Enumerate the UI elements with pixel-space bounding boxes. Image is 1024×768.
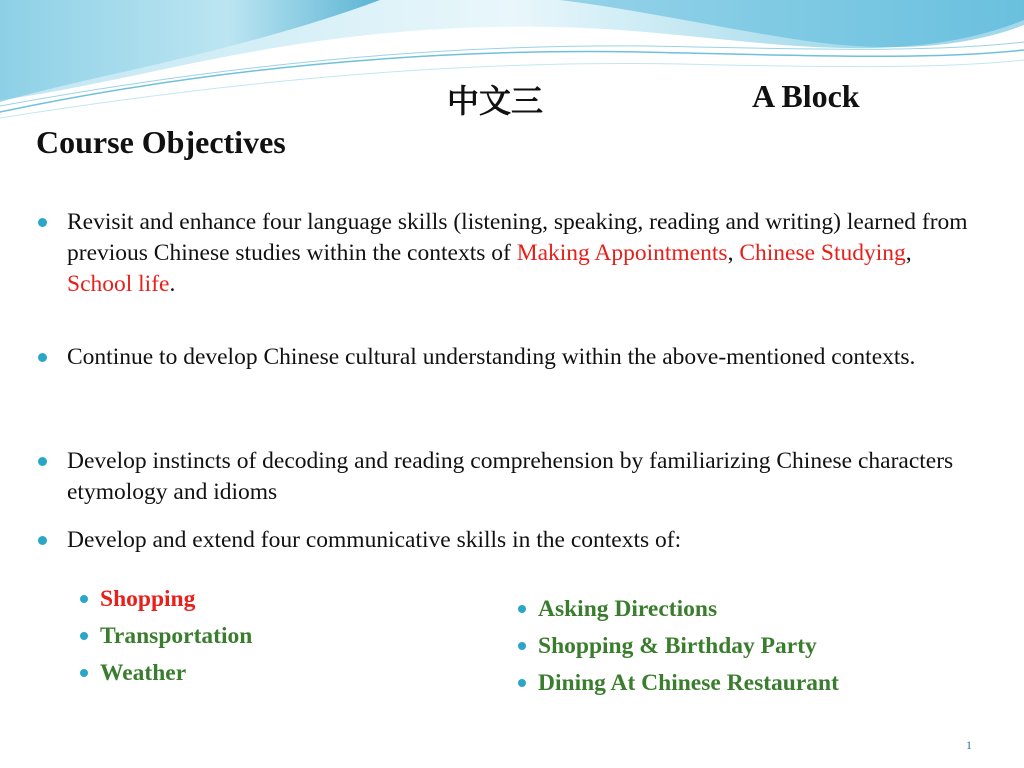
objective-bullet-4 [38,525,978,556]
bullet-dot-icon [518,605,526,613]
context-item-shopping-birthday-party: Shopping & Birthday Party [518,628,839,665]
context-item-weather: Weather [80,655,252,692]
context-chinese-studying: Chinese Studying [739,240,906,266]
objective-bullet-3 [38,446,978,508]
bullet-dot-icon [38,536,47,545]
bullet-dot-icon [518,679,526,687]
objective-text-2: Continue to develop Chinese cultural understanding within the above-mentioned contexts. [67,344,916,370]
objective-bullet-1 [38,207,978,300]
context-list-left [80,581,252,692]
page-number: 1 [966,738,972,752]
context-item-transportation: Transportation [80,618,252,655]
page-heading: Course Objectives [36,124,286,160]
objective-text-4: Develop and extend four communicative skills in the contexts of: [67,527,682,553]
bullet-dot-icon [80,669,88,677]
context-item-asking-directions: Asking Directions [518,591,839,628]
objective-text-1: Revisit and enhance four language skills (listening, speaking, reading and writing) learned from previous Chinese studies within the contexts of Making Appointments, Chinese Studying, School life. [67,209,968,297]
context-school-life: School life [67,271,170,297]
bullet-dot-icon [518,642,526,650]
context-list-right [518,591,839,702]
bullet-dot-icon [38,457,47,466]
bullet-dot-icon [38,218,47,227]
bullet-dot-icon [80,632,88,640]
context-item-shopping: Shopping [80,581,252,618]
objective-bullet-2 [38,342,978,373]
bullet-dot-icon [38,353,47,362]
slide-title-chinese: 中文三 [447,82,544,120]
context-making-appointments: Making Appointments [516,240,728,266]
context-item-dining-chinese-restaurant: Dining At Chinese Restaurant [518,665,839,702]
bullet-dot-icon [80,595,88,603]
objective-text-3: Develop instincts of decoding and reading comprehension by familiarizing Chinese characters etymology and idioms [67,448,954,505]
slide-title-block: A Block [752,78,860,114]
